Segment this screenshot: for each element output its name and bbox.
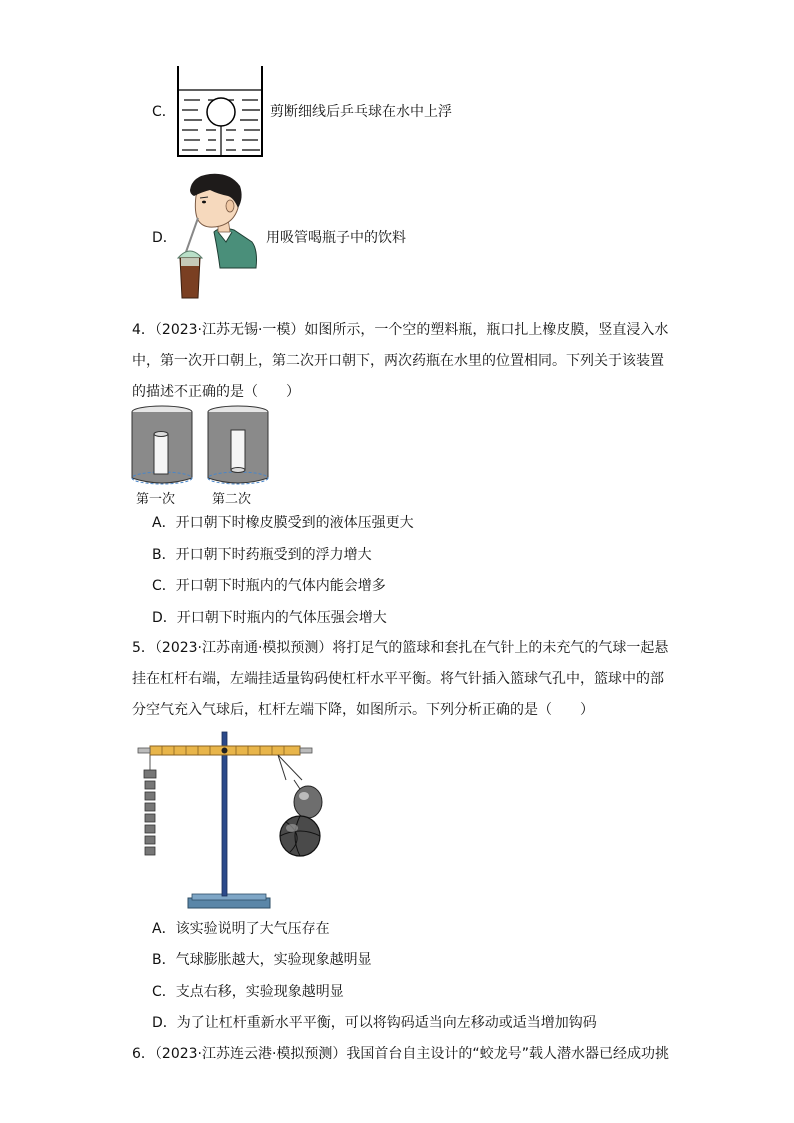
question-4-stem <box>132 315 672 408</box>
bottle-in-water-figure-1 <box>130 404 194 486</box>
q5-option-b: B．气球膨胀越大，实验现象越明显 <box>152 952 372 968</box>
q3-option-c-text: 剪断细线后乒乓球在水中上浮 <box>270 104 452 120</box>
q4-option-b: B．开口朝下时药瓶受到的浮力增大 <box>152 547 372 563</box>
bottle-in-water-figure-2 <box>206 404 270 486</box>
boy-drinking-straw-figure <box>178 172 258 300</box>
figure-caption-first: 第一次 <box>136 492 176 507</box>
beaker-ping-pong-figure <box>176 66 266 158</box>
question-4-line: 4．（2023·江苏无锡·一模）如图所示，一个空的塑料瓶，瓶口扎上橡皮膜，竖直浸入水 <box>132 322 669 338</box>
question-5-stem <box>132 633 672 726</box>
question-5-line: 分空气充入气球后，杠杆左端下降，如图所示。下列分析正确的是（ ） <box>132 702 594 718</box>
q4-option-a: A．开口朝下时橡皮膜受到的液体压强更大 <box>152 515 414 531</box>
question-6-line: 6．（2023·江苏连云港·模拟预测）我国首台自主设计的“蛟龙号”载人潜水器已经成功挑 <box>132 1046 669 1062</box>
q5-option-d: D．为了让杠杆重新水平平衡，可以将钩码适当向左移动或适当增加钩码 <box>152 1015 597 1031</box>
q4-option-d: D．开口朝下时瓶内的气体压强会增大 <box>152 610 387 626</box>
lever-balance-figure <box>130 730 330 910</box>
question-5-line: 5．（2023·江苏南通·模拟预测）将打足气的篮球和套扎在气针上的未充气的气球一起悬 <box>132 640 669 656</box>
q5-option-c: C．支点右移，实验现象越明显 <box>152 984 344 1000</box>
q5-option-a: A．该实验说明了大气压存在 <box>152 921 330 937</box>
q4-option-c: C．开口朝下时瓶内的气体内能会增多 <box>152 578 386 594</box>
question-6-stem <box>132 1039 672 1070</box>
q3-option-d-letter: D． <box>152 230 177 246</box>
question-5-line: 挂在杠杆右端，左端挂适量钩码使杠杆水平平衡。将气针插入篮球气孔中，篮球中的部 <box>132 671 664 687</box>
question-4-line: 的描述不正确的是（ ） <box>132 384 300 400</box>
q3-option-c-letter: C． <box>152 104 176 120</box>
figure-caption-second: 第二次 <box>212 492 252 507</box>
q3-option-d-text: 用吸管喝瓶子中的饮料 <box>266 230 406 246</box>
question-4-line: 中，第一次开口朝上，第二次开口朝下，两次药瓶在水里的位置相同。下列关于该装置 <box>132 353 664 369</box>
